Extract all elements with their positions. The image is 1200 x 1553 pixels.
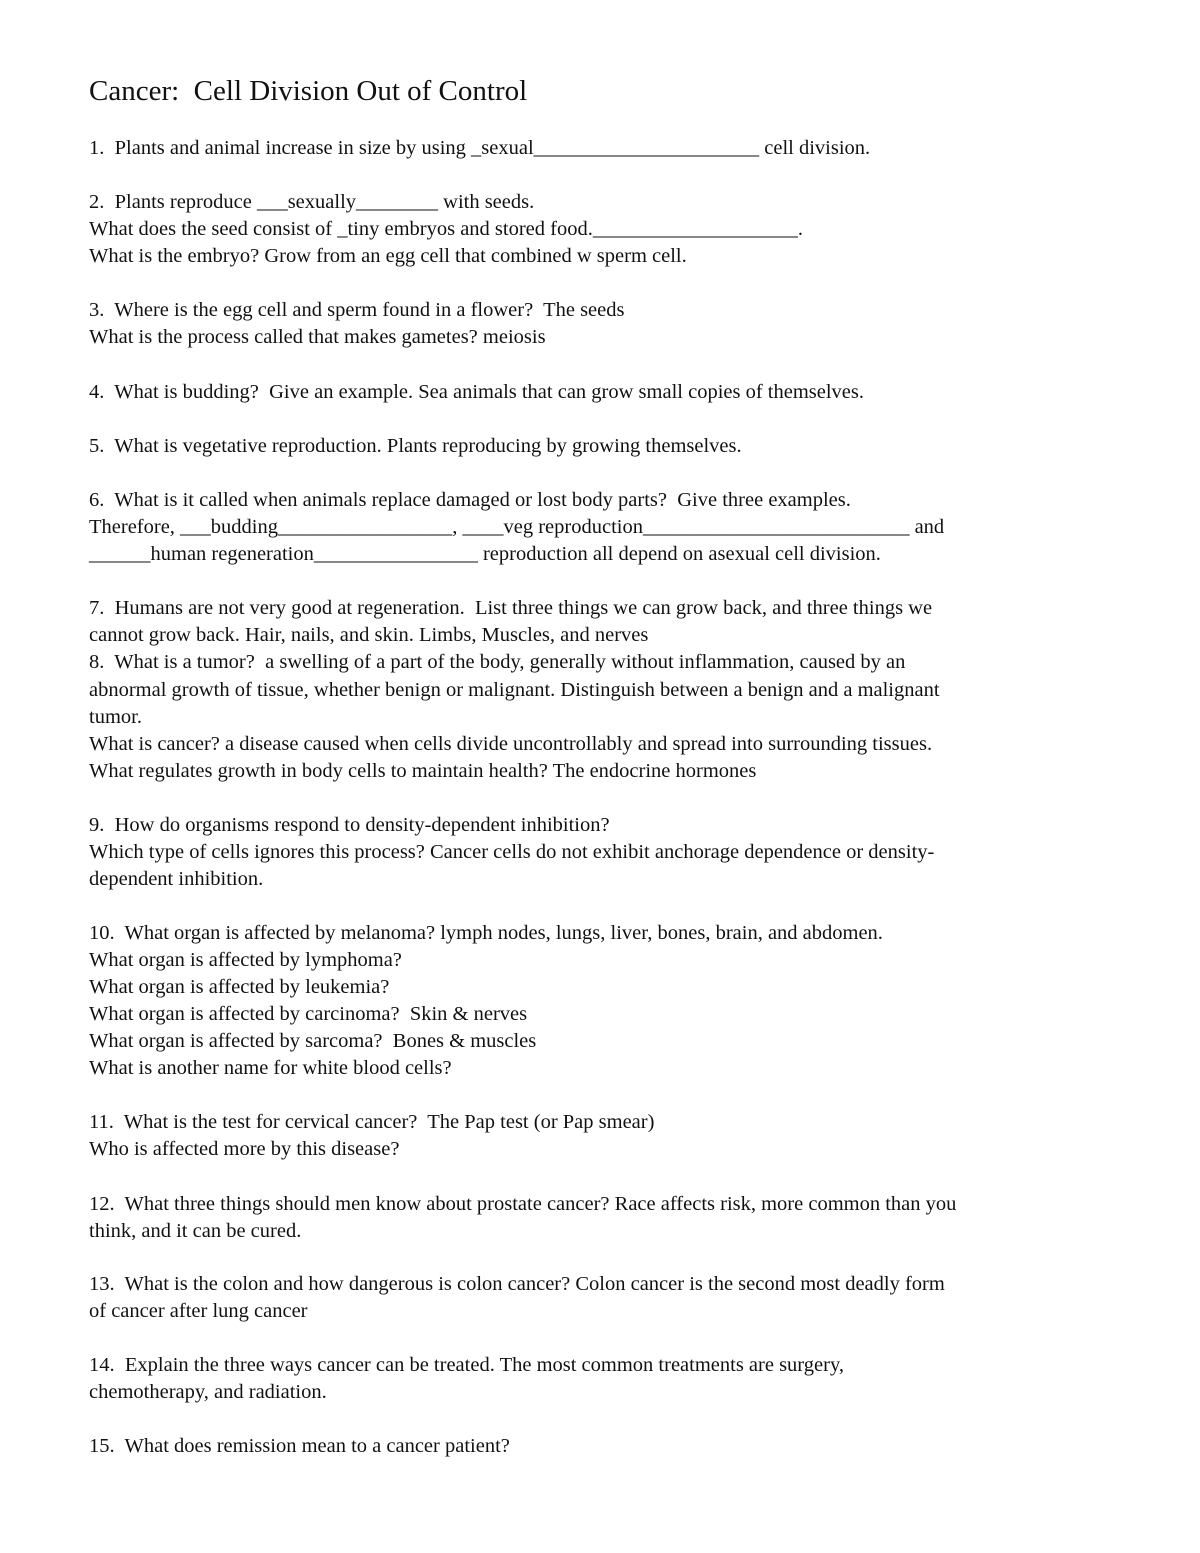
question-13-line: 13. What is the colon and how dangerous is colon cancer? Colon cancer is the second most deadly form [89, 1273, 945, 1295]
question-15-line: 15. What does remission mean to a cancer patient? [89, 1435, 510, 1457]
question-5-line: 5. What is vegetative reproduction. Plants reproducing by growing themselves. [89, 435, 742, 457]
question-4-line: 4. What is budding? Give an example. Sea animals that can grow small copies of themselves. [89, 381, 865, 403]
question-10-line: 10. What organ is affected by melanoma? lymph nodes, lungs, liver, bones, brain, and abdomen. [89, 922, 883, 944]
question-8-line: 8. What is a tumor? a swelling of a part of the body, generally without inflammation, caused by an [89, 651, 906, 673]
question-6-conclusion-line: ______human regeneration________________ reproduction all depend on asexual cell division. [89, 543, 881, 565]
question-10-lymphoma-line: What organ is affected by lymphoma? [89, 949, 402, 971]
question-10-sarcoma-line: What organ is affected by sarcoma? Bones & muscles [89, 1030, 537, 1052]
question-3-line: 3. Where is the egg cell and sperm found in a flower? The seeds [89, 299, 625, 321]
question-10-leukemia-line: What organ is affected by leukemia? [89, 976, 390, 998]
question-6-line: 6. What is it called when animals replace damaged or lost body parts? Give three examples. [89, 489, 851, 511]
question-14-continued-line: chemotherapy, and radiation. [89, 1381, 327, 1403]
question-3-gametes-line: What is the process called that makes gametes? meiosis [89, 326, 546, 348]
question-11-line: 11. What is the test for cervical cancer? The Pap test (or Pap smear) [89, 1111, 655, 1133]
question-2-line: 2. Plants reproduce ___sexually________ with seeds. [89, 191, 535, 213]
question-8-cancer-line: What is cancer? a disease caused when cells divide uncontrollably and spread into surrounding tissues. [89, 733, 933, 755]
question-1-line: 1. Plants and animal increase in size by using _sexual______________________ cell division. [89, 137, 871, 159]
question-2-embryo-line: What is the embryo? Grow from an egg cell that combined w sperm cell. [89, 245, 687, 267]
question-7-answer-line: cannot grow back. Hair, nails, and skin. Limbs, Muscles, and nerves [89, 624, 649, 646]
question-6-therefore-line: Therefore, ___budding_________________, ____veg reproduction__________________________ and [89, 516, 945, 538]
question-10-white-blood-cells-line: What is another name for white blood cells? [89, 1057, 452, 1079]
question-9-line: 9. How do organisms respond to density-dependent inhibition? [89, 814, 610, 836]
question-14-line: 14. Explain the three ways cancer can be treated. The most common treatments are surgery, [89, 1354, 844, 1376]
question-8-regulation-line: What regulates growth in body cells to maintain health? The endocrine hormones [89, 760, 757, 782]
question-13-continued-line: of cancer after lung cancer [89, 1300, 308, 1322]
page-title: Cancer: Cell Division Out of Control [89, 75, 528, 107]
question-11-affected-line: Who is affected more by this disease? [89, 1138, 400, 1160]
question-9-cells-line: Which type of cells ignores this process? Cancer cells do not exhibit anchorage dependence or density- [89, 841, 935, 863]
question-2-seed-line: What does the seed consist of _tiny embryos and stored food.____________________. [89, 218, 803, 240]
question-12-line: 12. What three things should men know about prostate cancer? Race affects risk, more common than you [89, 1193, 957, 1215]
question-12-continued-line: think, and it can be cured. [89, 1220, 302, 1242]
question-10-carcinoma-line: What organ is affected by carcinoma? Skin & nerves [89, 1003, 528, 1025]
question-9-continued-line: dependent inhibition. [89, 868, 264, 890]
question-8-continued-line: abnormal growth of tissue, whether benign or malignant. Distinguish between a benign and a malignant [89, 679, 940, 701]
question-7-line: 7. Humans are not very good at regeneration. List three things we can grow back, and three things we [89, 597, 933, 619]
question-8-tumor-line: tumor. [89, 706, 142, 728]
